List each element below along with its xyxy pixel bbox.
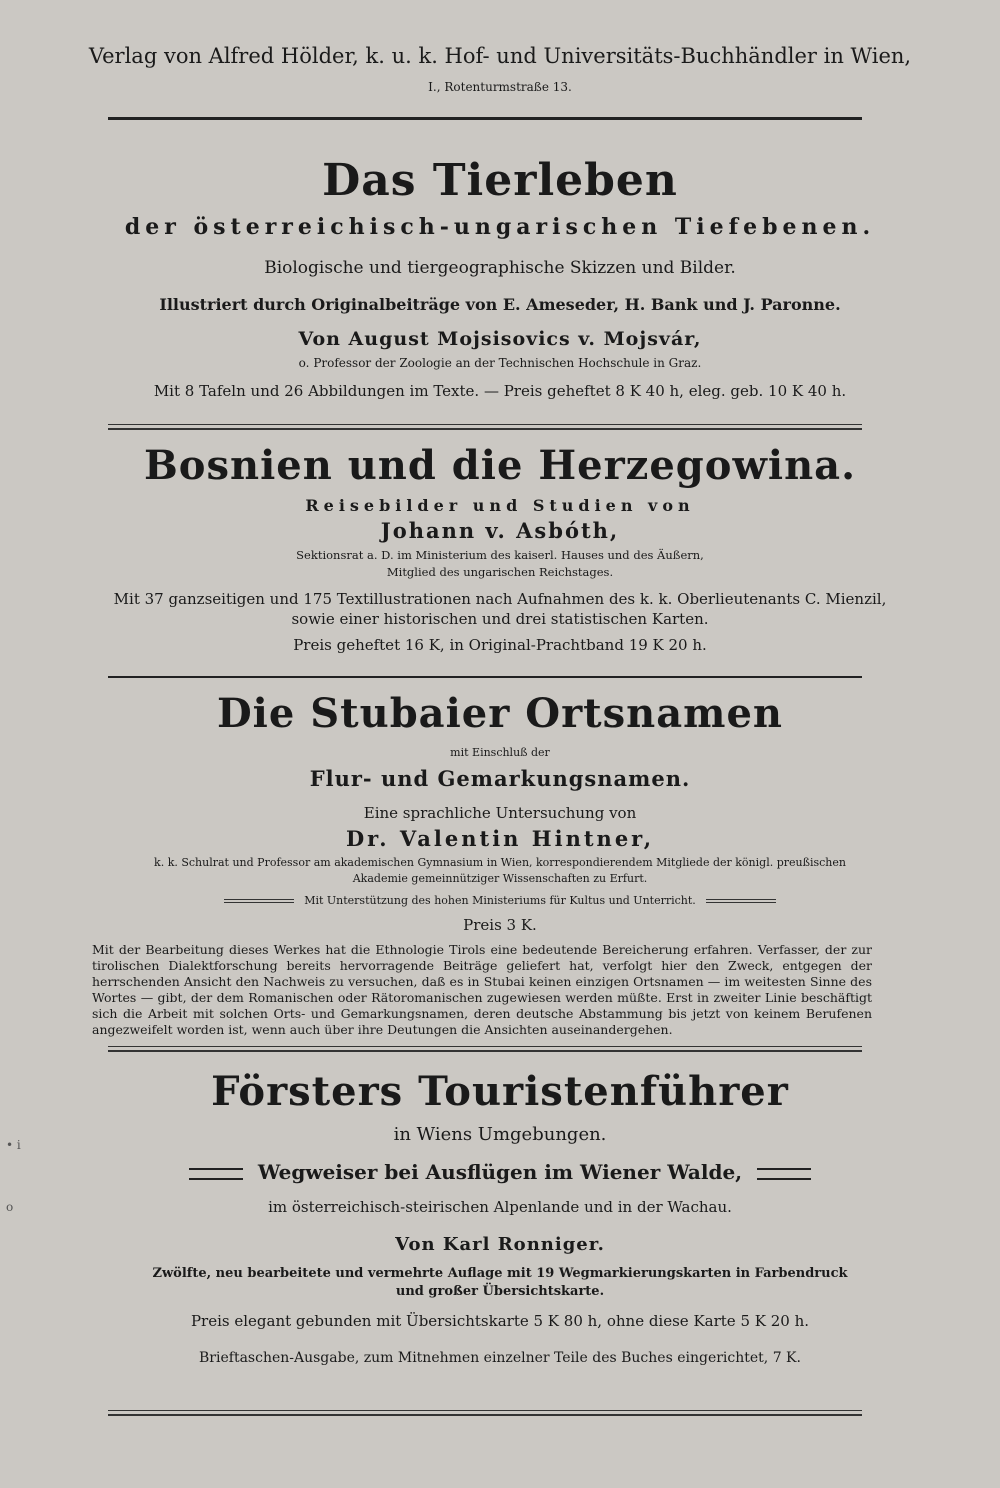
- divider: [108, 424, 862, 430]
- book3-title: Die Stubaier Ortsnamen: [216, 690, 783, 737]
- book4-title: Försters Touristenführer: [211, 1068, 789, 1115]
- book2-price: Preis geheftet 16 K, in Original-Prachtband 19 K 20 h.: [293, 636, 707, 654]
- divider: [108, 1046, 862, 1052]
- book3-price: Preis 3 K.: [463, 916, 537, 934]
- book4-price: Preis elegant gebunden mit Übersichtskarte 5 K 80 h, ohne diese Karte 5 K 20 h.: [190, 1312, 810, 1330]
- book2-subtitle: Reisebilder und Studien von: [305, 496, 695, 515]
- book4-pocket-edition: Brieftaschen-Ausgabe, zum Mitnehmen einzelner Teile des Buches eingerichtet, 7 K.: [199, 1350, 801, 1366]
- separator: [224, 899, 294, 903]
- book1-description: Biologische und tiergeographische Skizzen und Bilder.: [264, 258, 736, 278]
- book4-tagline-line: [0, 1160, 1000, 1184]
- book2-title: Bosnien und die Herzegowina.: [143, 442, 857, 489]
- book1-subtitle: der österreichisch-ungarischen Tiefebenen.: [124, 214, 876, 240]
- margin-mark: o: [6, 1200, 14, 1214]
- book2-author-title-1: Sektionsrat a. D. im Ministerium des kaiserl. Hauses und des Äußern,: [296, 548, 704, 562]
- book1-author-title: o. Professor der Zoologie an der Technischen Hochschule in Graz.: [298, 356, 702, 370]
- book4-subtitle: in Wiens Umgebungen.: [393, 1124, 607, 1145]
- book4-edition-1: Zwölfte, neu bearbeitete und vermehrte Auflage mit 19 Wegmarkierungskarten in Farbendruck: [152, 1266, 848, 1281]
- book4-region: im österreichisch-steirischen Alpenlande und in der Wachau.: [268, 1198, 732, 1216]
- book2-illustrations-2: sowie einer historischen und drei statistischen Karten.: [291, 610, 709, 628]
- divider: [108, 676, 862, 678]
- ornament-bars: [189, 1168, 243, 1180]
- book2-illustrations-1: Mit 37 ganzseitigen und 175 Textillustrationen nach Aufnahmen des k. k. Oberlieutenants C. Mienzil,: [113, 590, 887, 608]
- book3-support: Mit Unterstützung des hohen Ministeriums für Kultus und Unterricht.: [304, 894, 696, 907]
- book3-description: Eine sprachliche Untersuchung von: [363, 804, 637, 822]
- book3-support-line: [0, 894, 1000, 907]
- book4-edition-2: und großer Übersichtskarte.: [395, 1284, 605, 1299]
- book2-author-title-2: Mitglied des ungarischen Reichstages.: [386, 565, 614, 579]
- divider: [108, 1410, 862, 1416]
- book3-subtitle: Flur- und Gemarkungsnamen.: [309, 766, 691, 791]
- book1-price: Mit 8 Tafeln und 26 Abbildungen im Texte. — Preis geheftet 8 K 40 h, eleg. geb. 10 K 40 h.: [153, 382, 847, 400]
- book1-author: Von August Mojsisovics v. Mojsvár,: [298, 328, 702, 350]
- book3-author-title-1: k. k. Schulrat und Professor am akademischen Gymnasium in Wien, korrespondierendem Mitgliede der königl. preußischen: [154, 856, 846, 869]
- book3-connector: mit Einschluß der: [450, 746, 550, 759]
- separator: [706, 899, 776, 903]
- book3-author-title-2: Akademie gemeinnütziger Wissenschaften zu Erfurt.: [352, 872, 648, 885]
- book1-illustrated: Illustriert durch Originalbeiträge von E. Ameseder, H. Bank und J. Paronne.: [159, 295, 841, 314]
- publisher-address: I., Rotenturmstraße 13.: [428, 80, 572, 94]
- book4-author: Von Karl Ronniger.: [395, 1234, 605, 1255]
- publisher-line: Verlag von Alfred Hölder, k. u. k. Hof- und Universitäts-Buchhändler in Wien,: [88, 44, 912, 68]
- book3-author: Dr. Valentin Hintner,: [345, 826, 655, 851]
- book4-tagline: Wegweiser bei Ausflügen im Wiener Walde,: [257, 1160, 743, 1184]
- divider: [108, 117, 862, 120]
- book1-title: Das Tierleben: [322, 155, 678, 206]
- margin-mark: • i: [6, 1138, 21, 1152]
- ornament-bars: [757, 1168, 811, 1180]
- book3-blurb: Mit der Bearbeitung dieses Werkes hat die Ethnologie Tirols eine bedeutende Bereicherung erfahren. Verfasser, der zur tirolischen Dialektforschung bereits hervorragende Beiträge geliefert hat, verfolgt hier den Zweck, entgegen der herrschenden Ansicht den Nachweis zu versuchen, daß es in Stubai keinen einzigen Ortsnamen — im weitesten Sinne des Wortes — gibt, der dem Romanischen oder Rätoromanischen zugewiesen werden müßte. Erst in zweiter Linie beschäftigt sich die Arbeit mit solchen Orts- und Gemarkungsnamen, deren deutsche Abstammung bis jetzt von keinem Berufenen angezweifelt worden ist, wenn auch über ihre Deutungen die Ansichten auseinandergehen.: [92, 942, 872, 1037]
- book2-author: Johann v. Asbóth,: [380, 518, 620, 543]
